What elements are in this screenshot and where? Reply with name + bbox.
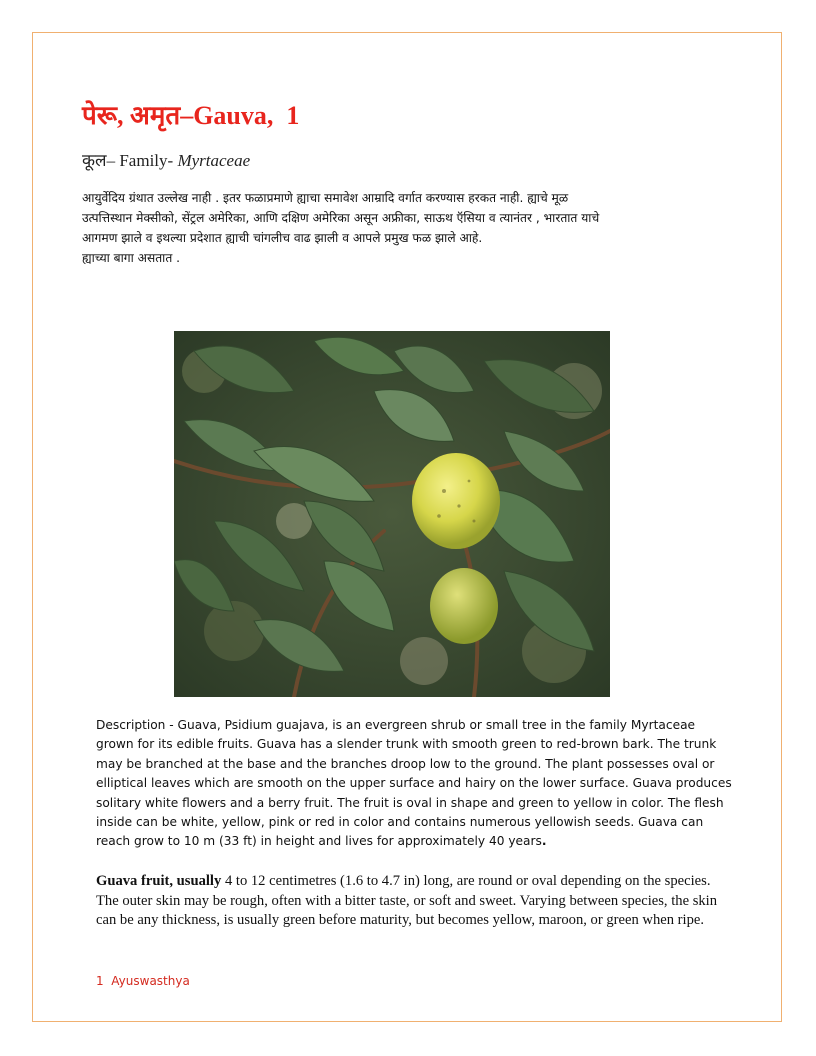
description-paragraph — [96, 716, 732, 852]
family-label: Family- — [119, 151, 174, 170]
page-footer — [96, 974, 190, 988]
marathi-line-4: ह्याच्या बागा असतात . — [82, 251, 181, 265]
marathi-line-3: आगमण झाले व इथल्या प्रदेशात ह्याची चांगलीच वाढ झाली व आपले प्रमुख फळ झाले आहे. — [82, 231, 483, 245]
guava-photo — [174, 331, 610, 697]
family-marathi-label: कूल — [82, 151, 107, 170]
description-text: Description - Guava, Psidium guajava, is an evergreen shrub or small tree in the family Myrtaceae grown for its edible fruits. Guava has a slender trunk with smooth green to red-brown bark. The trunk may be branched at the base and the branches droop low to the ground. The plant possesses oval or elliptical leaves which are smooth on the upper surface and hairy on the lower surface. Guava produces solitary white flowers and a berry fruit. The fruit is oval in shape and green to yellow in color. The flesh inside can be white, yellow, pink or red in color and contains numerous yellowish seeds. Guava can reach grow to 10 m (33 ft) in height and lives for approximately 40 years — [96, 718, 732, 849]
title-english: Gauva, — [193, 101, 274, 130]
family-line — [82, 148, 250, 171]
title-number: 1 — [286, 101, 300, 130]
title-dash: – — [180, 101, 194, 130]
family-dash: – — [106, 151, 116, 170]
description-end-mark: . — [541, 834, 547, 849]
page-title — [82, 96, 299, 132]
footer-page-number: 1 — [96, 974, 104, 988]
marathi-line-1: आयुर्वेदिय ग्रंथात उल्लेख नाही . इतर फळाप्रमाणे ह्याचा समावेश आम्रादि वर्गात करण्यास हरकत नाही. ह्याचे मूळ — [82, 191, 569, 205]
family-name: Myrtaceae — [177, 151, 251, 170]
fruit-text: 4 to 12 centimetres (1.6 to 4.7 in) long, are round or oval depending on the species. The outer skin may be rough, often with a bitter taste, or soft and sweet. Varying between species, the skin can be any thickness, is usually green before maturity, but becomes yellow, maroon, or green when ripe. — [96, 873, 718, 928]
fruit-paragraph — [96, 872, 736, 931]
marathi-line-2: उत्पत्तिस्थान मेक्सीको, सेंट्रल अमेरिका, आणि दक्षिण अमेरिका असून अफ्रीका, साऊथ ऍसिया व त्यानंतर , भारतात याचे — [82, 211, 600, 225]
title-marathi: पेरू, अमृत — [82, 101, 181, 130]
fruit-lead: Guava fruit, usually — [96, 873, 222, 889]
footer-brand: Ayuswasthya — [111, 974, 190, 988]
marathi-paragraph — [82, 188, 722, 268]
